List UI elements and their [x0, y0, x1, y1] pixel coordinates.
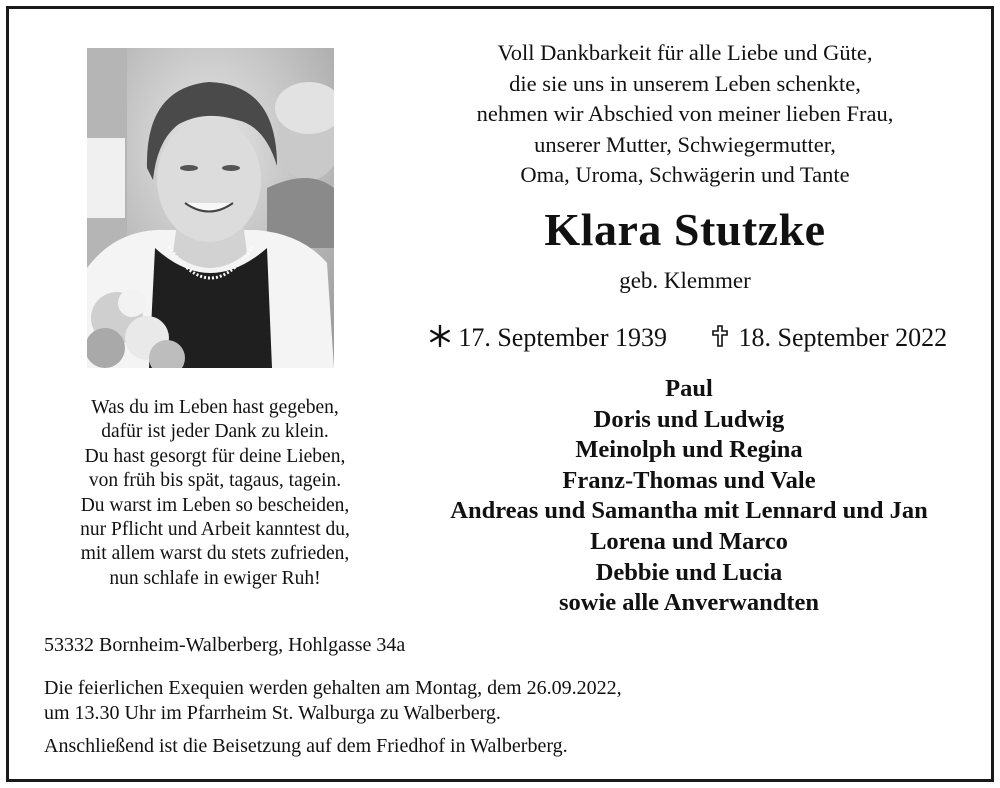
service-line: um 13.30 Uhr im Pfarrheim St. Walburga zu Walberberg. [44, 701, 501, 724]
poem-line: nur Pflicht und Arbeit kanntest du, [80, 519, 350, 541]
mourner-line: Debbie und Lucia [595, 558, 783, 586]
mourner-line: Andreas und Samantha mit Lennard und Jan [450, 497, 928, 525]
family-address: 53332 Bornheim-Walberberg, Hohlgasse 34a [44, 634, 406, 656]
mourner-line: Doris und Ludwig [593, 405, 785, 433]
burial-info: Anschließend ist die Beisetzung auf dem Friedhof in Walberberg. [44, 735, 568, 757]
maiden-name: geb. Klemmer [619, 268, 751, 293]
poem-line: Du warst im Leben so bescheiden, [80, 494, 350, 516]
intro-line: Oma, Uroma, Schwägerin und Tante [520, 162, 850, 187]
service-line: Die feierlichen Exequien werden gehalten am Montag, dem 26.09.2022, [44, 677, 622, 699]
cross-icon [708, 324, 732, 348]
portrait-image [87, 48, 334, 368]
intro-line: nehmen wir Abschied von meiner lieben Frau, [476, 101, 894, 126]
mourner-line: Lorena und Marco [590, 527, 788, 555]
poem-line: von früh bis spät, tagaus, tagein. [88, 470, 342, 492]
poem-line: mit allem warst du stets zufrieden, [80, 543, 350, 565]
mourner-line: sowie alle Anverwandten [559, 589, 819, 617]
mourners-list [400, 374, 978, 619]
portrait-photo [87, 48, 334, 368]
memorial-poem [30, 396, 400, 591]
service-info [44, 676, 944, 725]
intro-line: die sie uns in unserem Leben schenkte, [509, 70, 861, 96]
star-icon [428, 324, 452, 348]
mourner-line: Paul [665, 375, 713, 402]
poem-line: nun schlafe in ewiger Ruh! [109, 567, 321, 589]
birth-date: 17. September 1939 [458, 323, 667, 352]
life-dates [405, 321, 970, 355]
poem-line: dafür ist jeder Dank zu klein. [101, 421, 329, 443]
mourner-line: Franz-Thomas und Vale [562, 466, 816, 494]
intro-line: unserer Mutter, Schwiegermutter, [534, 131, 836, 157]
poem-line: Was du im Leben hast gegeben, [91, 397, 339, 418]
mourner-line: Meinolph und Regina [575, 436, 803, 464]
deceased-name: Klara Stutzke [544, 204, 826, 255]
death-date: 18. September 2022 [738, 323, 948, 352]
intro-text [430, 38, 940, 191]
poem-line: Du hast gesorgt für deine Lieben, [84, 445, 346, 467]
intro-line: Voll Dankbarkeit für alle Liebe und Güte, [497, 40, 873, 65]
